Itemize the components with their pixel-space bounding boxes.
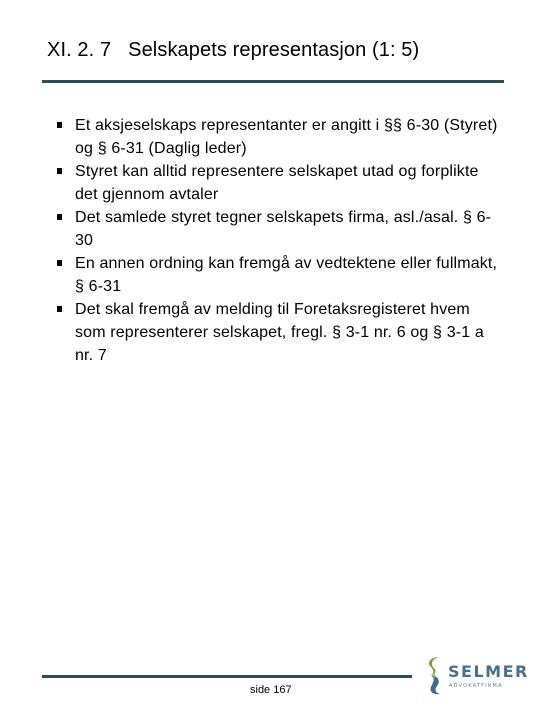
logo-tagline: ADVOKATFIRMA (449, 683, 503, 689)
bullet-text: Det skal fremgå av melding til Foretaksregisteret hvem som representerer selskapet, fregl. § 3-1 nr. 6 og § 3-1 a nr. 7 (75, 301, 484, 364)
square-bullet-icon (57, 168, 62, 174)
bullet-text: Det samlede styret tegner selskapets firma, asl./asal. § 6-30 (75, 209, 492, 249)
bullet-item (55, 252, 505, 298)
square-bullet-icon (57, 214, 62, 220)
bullet-text: En annen ordning kan fremgå av vedtektene eller fullmakt, § 6-31 (75, 255, 498, 295)
selmer-logo (426, 654, 529, 696)
bullet-item (55, 206, 505, 252)
square-bullet-icon (57, 306, 62, 312)
bullet-item (55, 114, 505, 160)
bullet-text: Et aksjeselskaps representanter er angitt i §§ 6-30 (Styret) og § 6-31 (Daglig leder) (75, 117, 498, 157)
bullet-text: Styret kan alltid representere selskapet utad og forplikte det gjennom avtaler (75, 163, 479, 203)
square-bullet-icon (57, 122, 62, 128)
bullet-list (55, 114, 505, 367)
logo-wordmark: SELMER (448, 662, 529, 681)
bullet-item (55, 160, 505, 206)
page-number: side 167 (250, 684, 292, 696)
slide-title: XI. 2. 7 Selskapets representasjon (1: 5) (47, 39, 420, 61)
selmer-s-mark-icon (426, 654, 444, 696)
square-bullet-icon (57, 260, 62, 266)
bullet-item (55, 298, 505, 367)
footer-divider (42, 675, 412, 678)
title-divider (42, 80, 504, 83)
